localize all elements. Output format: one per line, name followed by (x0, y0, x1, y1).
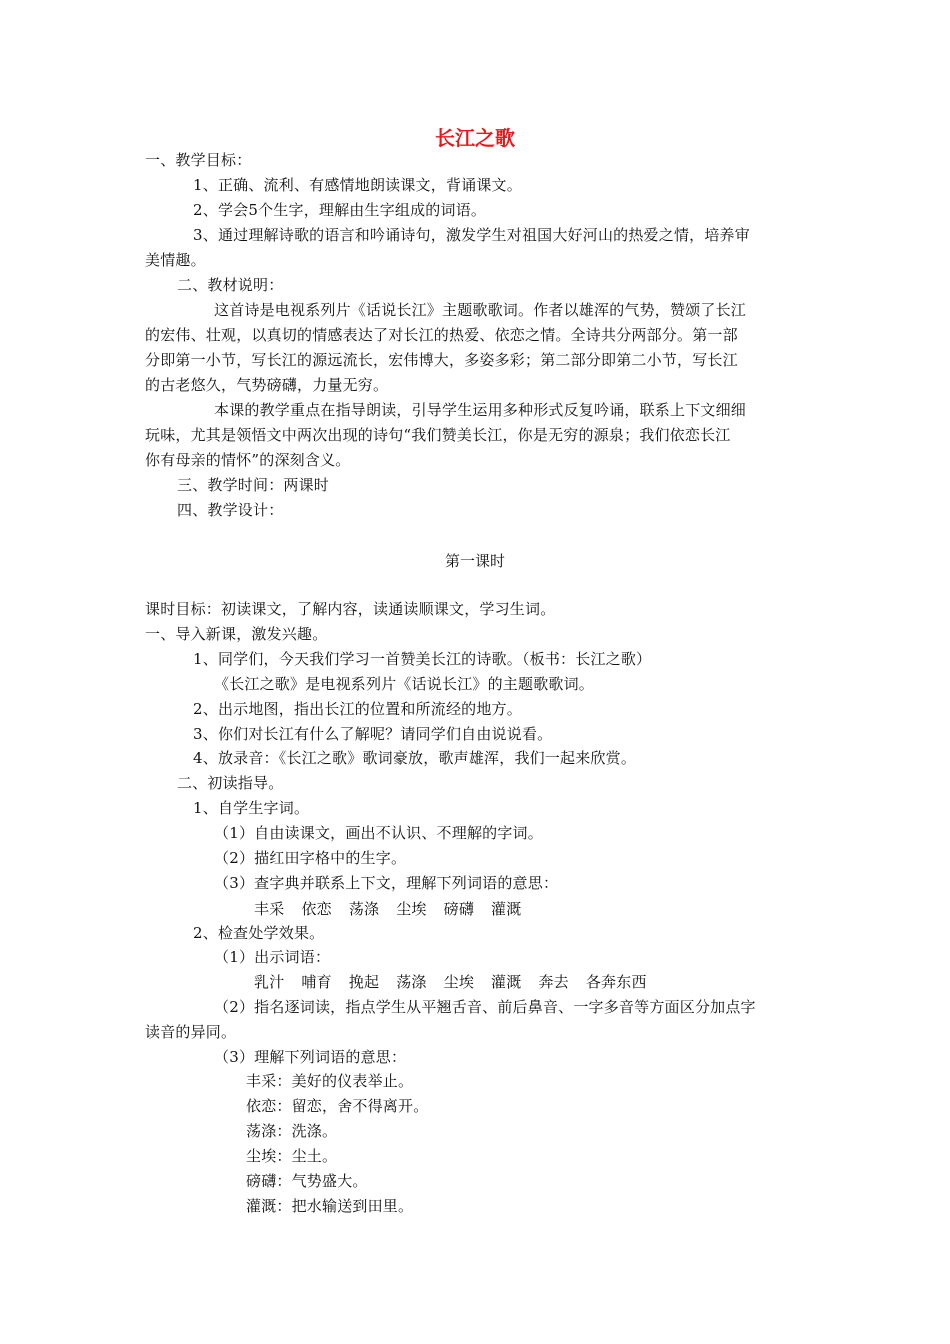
design-heading: 四、教学设计： (177, 501, 284, 519)
vocab-word: 丰采 (254, 900, 285, 918)
vocab-list (254, 971, 664, 993)
material-p1-line: 的宏伟、壮观，以真切的情感表达了对长江的热爱、依恋之情。全诗共分两部分。第一部 (145, 326, 738, 344)
section-2-subitem: （2）描红田字格中的生字。 (214, 849, 407, 867)
definition-item: 丰采：美好的仪表举止。 (246, 1072, 414, 1090)
vocab-word: 各奔东西 (585, 973, 647, 991)
document-title: 长江之歌 (435, 126, 515, 150)
vocab-word: 哺育 (301, 973, 332, 991)
lesson-title: 第一课时 (444, 552, 505, 570)
section-1-item: 2、出示地图，指出长江的位置和所流经的地方。 (193, 700, 522, 718)
definition-item: 磅礴：气势盛大。 (246, 1172, 368, 1190)
section-2-heading: 二、初读指导。 (177, 774, 284, 792)
section-2-subitem: （3）理解下列词语的意思： (214, 1048, 407, 1066)
lesson-goal: 课时目标：初读课文，了解内容，读通读顺课文，学习生词。 (145, 600, 556, 618)
definition-item: 依恋：留恋，舍不得离开。 (246, 1097, 429, 1115)
vocab-word: 乳汁 (254, 973, 285, 991)
section-2-subitem: （1）自由读课文，画出不认识、不理解的字词。 (214, 824, 543, 842)
definition-item: 灌溉：把水输送到田里。 (246, 1197, 414, 1215)
material-heading: 二、教材说明： (177, 276, 284, 294)
material-p1-line: 这首诗是电视系列片《话说长江》主题歌歌词。作者以雄浑的气势，赞颂了长江 (214, 301, 747, 319)
vocab-word: 挽起 (348, 973, 380, 991)
section-1-heading: 一、导入新课，激发兴趣。 (145, 625, 328, 643)
vocab-word: 灌溉 (491, 973, 522, 991)
section-1-item: 《长江之歌》是电视系列片《话说长江》的主题歌歌词。 (214, 675, 595, 693)
vocab-word: 依恋 (301, 900, 332, 918)
section-2-subitem-cont: 读音的异同。 (145, 1023, 237, 1041)
section-2-item: 1、自学生字词。 (193, 799, 310, 817)
definition-item: 荡涤：洗涤。 (246, 1122, 338, 1140)
material-p1-line: 分即第一小节，写长江的源远流长，宏伟博大，多姿多彩；第二部分即第二小节，写长江 (145, 351, 738, 369)
material-p1-line: 的古老悠久，气势磅礴，力量无穷。 (145, 376, 389, 394)
section-2-subitem: （1）出示词语： (214, 948, 331, 966)
section-1-item: 1、同学们，今天我们学习一首赞美长江的诗歌。（板书：长江之歌） (193, 650, 652, 668)
definition-item: 尘埃：尘土。 (246, 1147, 338, 1165)
vocab-word: 奔去 (538, 973, 569, 991)
goals-heading: 一、教学目标： (145, 151, 252, 169)
section-1-item: 4、放录音：《长江之歌》歌词豪放，歌声雄浑，我们一起来欣赏。 (193, 749, 637, 767)
vocab-list (254, 898, 538, 920)
goal-item-1: 1、正确、流利、有感情地朗读课文，背诵课文。 (193, 176, 522, 194)
vocab-word: 灌溉 (491, 900, 522, 918)
vocab-word: 尘埃 (443, 973, 475, 991)
goal-item-3: 3、通过理解诗歌的语言和吟诵诗句，激发学生对祖国大好河山的热爱之情，培养审 (193, 226, 750, 244)
section-2-subitem: （2）指名逐词读，指点学生从平翘舌音、前后鼻音、一字多音等方面区分加点字 (214, 998, 756, 1016)
goal-item-3-cont: 美情趣。 (145, 251, 206, 269)
time-heading: 三、教学时间：两课时 (177, 476, 330, 494)
vocab-word: 荡涤 (348, 900, 380, 918)
vocab-word: 尘埃 (396, 900, 427, 918)
vocab-word: 荡涤 (396, 973, 427, 991)
section-2-item: 2、检查处学效果。 (193, 924, 325, 942)
vocab-word: 磅礴 (443, 900, 475, 918)
material-p2-line: 本课的教学重点在指导朗读，引导学生运用多种形式反复吟诵，联系上下文细细 (214, 401, 747, 419)
section-2-subitem: （3）查字典并联系上下文，理解下列词语的意思： (214, 874, 559, 892)
goal-item-2: 2、学会5个生字，理解由生字组成的词语。 (193, 201, 487, 219)
material-p2-line: 玩味，尤其是领悟文中两次出现的诗句“我们赞美长江，你是无穷的源泉；我们依恋长江 (145, 426, 731, 444)
section-1-item: 3、你们对长江有什么了解呢？请同学们自由说说看。 (193, 725, 553, 743)
material-p2-line: 你有母亲的情怀”的深刻含义。 (145, 451, 351, 469)
